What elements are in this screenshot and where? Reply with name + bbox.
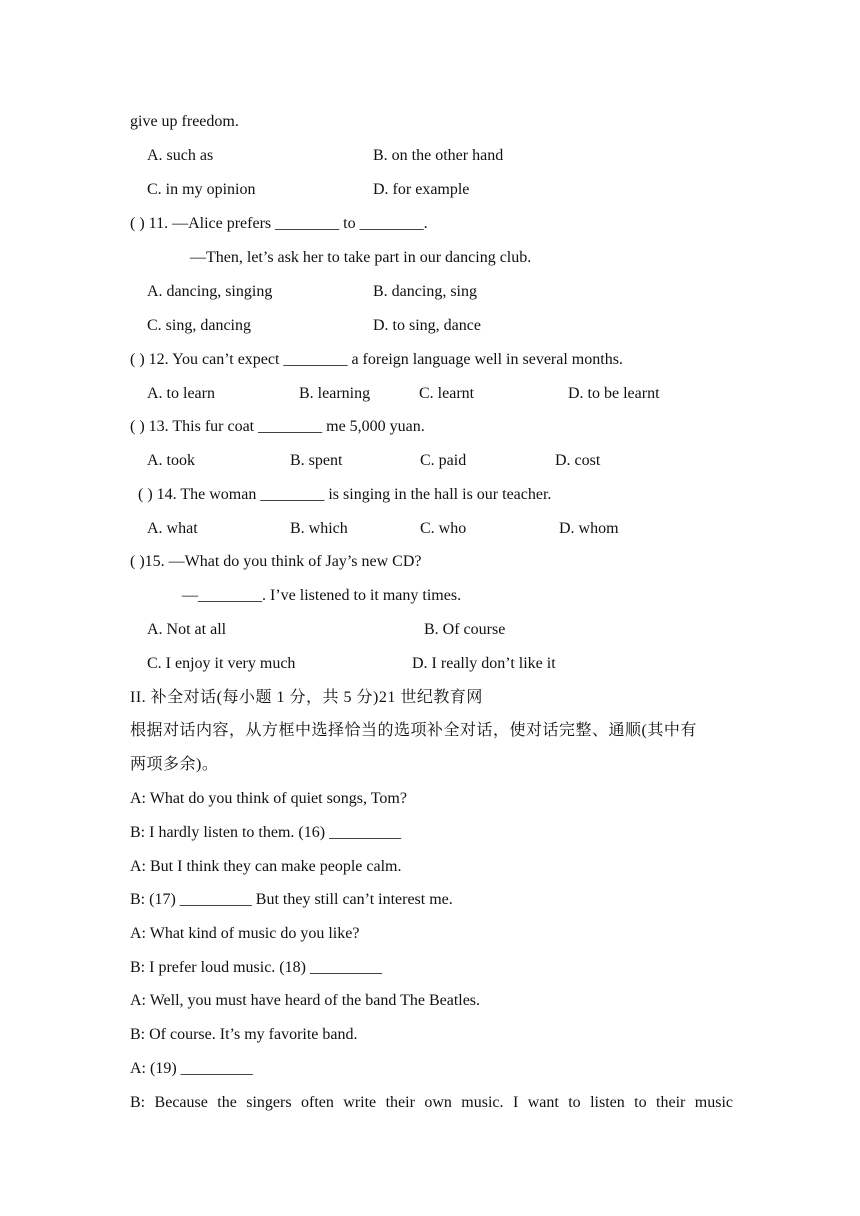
dialogue-line: B: Because the singers often write their own music. I want to listen to their music (130, 1094, 733, 1111)
dialogue-line: A: Well, you must have heard of the band The Beatles. (130, 992, 481, 1009)
question-stem: ( )15. —What do you think of Jay’s new CD? (130, 553, 422, 570)
question-reply: —________. I’ve listened to it many times. (182, 587, 462, 604)
option-d: D. whom (559, 520, 619, 537)
option-c: C. I enjoy it very much (147, 655, 296, 672)
dialogue-line: B: I hardly listen to them. (16) _________ (130, 824, 402, 841)
option-c: C. learnt (419, 385, 475, 402)
question-reply: —Then, let’s ask her to take part in our dancing club. (190, 249, 532, 266)
section-instruction-cont: 两项多余)。 (130, 756, 219, 773)
dialogue-line: B: Of course. It’s my favorite band. (130, 1026, 358, 1043)
option-b: B. dancing, sing (373, 283, 477, 300)
option-a: A. Not at all (147, 621, 227, 638)
option-c: C. who (420, 520, 467, 537)
question-stem: ( ) 12. You can’t expect ________ a foreign language well in several months. (130, 351, 623, 368)
option-d: D. cost (555, 452, 601, 469)
question-stem: ( ) 11. —Alice prefers ________ to ________. (130, 215, 428, 232)
dialogue-line: B: I prefer loud music. (18) _________ (130, 959, 382, 976)
section-heading: II. 补全对话(每小题 1 分，共 5 分)21 世纪教育网 (130, 689, 483, 706)
dialogue-line: A: What do you think of quiet songs, Tom? (130, 790, 407, 807)
question-stem: ( ) 14. The woman ________ is singing in the hall is our teacher. (138, 486, 552, 503)
dialogue-line: B: (17) _________ But they still can’t interest me. (130, 891, 453, 908)
option-b: B. which (290, 520, 348, 537)
option-b: B. on the other hand (373, 147, 504, 164)
option-a: A. such as (147, 147, 214, 164)
option-d: D. to sing, dance (373, 317, 481, 334)
option-c: C. paid (420, 452, 467, 469)
option-d: D. to be learnt (568, 385, 660, 402)
dialogue-line: A: But I think they can make people calm. (130, 858, 402, 875)
option-a: A. took (147, 452, 195, 469)
option-d: D. for example (373, 181, 470, 198)
dialogue-line: A: What kind of music do you like? (130, 925, 360, 942)
option-a: A. dancing, singing (147, 283, 273, 300)
option-b: B. learning (299, 385, 371, 402)
option-c: C. in my opinion (147, 181, 256, 198)
option-a: A. to learn (147, 385, 215, 402)
option-c: C. sing, dancing (147, 317, 251, 334)
fragment-line: give up freedom. (130, 113, 239, 130)
dialogue-line: A: (19) _________ (130, 1060, 253, 1077)
section-instruction: 根据对话内容，从方框中选择恰当的选项补全对话，使对话完整、通顺(其中有 (130, 722, 697, 739)
option-b: B. Of course (424, 621, 506, 638)
option-d: D. I really don’t like it (412, 655, 556, 672)
option-a: A. what (147, 520, 198, 537)
option-b: B. spent (290, 452, 343, 469)
question-stem: ( ) 13. This fur coat ________ me 5,000 yuan. (130, 418, 425, 435)
